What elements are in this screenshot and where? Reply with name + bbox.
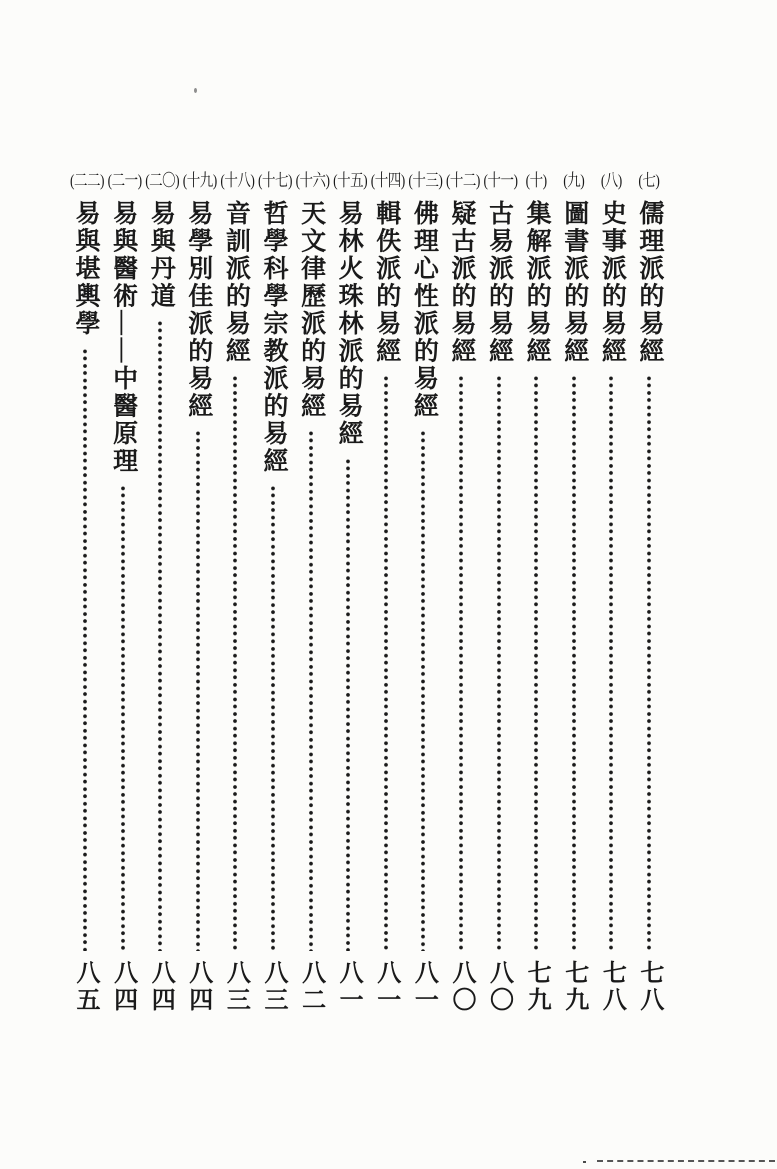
ink-speck-artifact	[194, 88, 197, 93]
toc-item-title: 哲學科學宗教派的易經	[259, 200, 287, 475]
dotted-leader	[383, 376, 389, 951]
toc-item-number: (十一)	[483, 170, 518, 190]
toc-item-title: 疑古派的易經	[447, 200, 475, 365]
dotted-leader	[533, 376, 539, 951]
toc-item-page-number: 八〇	[485, 960, 512, 1014]
toc-item-page-number: 八五	[72, 960, 98, 1014]
toc-item-page-number: 八二	[297, 960, 324, 1014]
toc-item	[370, 168, 405, 1014]
dotted-leader	[308, 431, 314, 951]
toc-item-page-number: 八〇	[447, 960, 474, 1014]
toc-item-number: (九)	[563, 170, 585, 190]
toc-item-page-number: 七九	[560, 960, 587, 1014]
toc-item	[634, 168, 664, 1014]
dotted-leader	[195, 431, 201, 951]
toc-item	[408, 168, 443, 1014]
toc-item-page-number: 七八	[635, 960, 662, 1014]
toc-item-number: (十)	[525, 170, 547, 190]
toc-item-number: (十八)	[220, 170, 255, 190]
toc-item	[521, 168, 551, 1014]
toc-item-page-number: 八一	[410, 960, 437, 1014]
toc-item-number: (十七)	[257, 170, 292, 190]
toc-item-title: 易與丹道	[147, 200, 175, 310]
toc-item	[145, 168, 180, 1014]
toc-item	[220, 168, 255, 1014]
toc-item-title: 易學別佳派的易經	[184, 200, 212, 420]
toc-item-page-number: 八一	[335, 960, 362, 1014]
toc-item	[182, 168, 217, 1014]
toc-item-number: (十三)	[408, 170, 443, 190]
scan-edge-line-artifact	[597, 1160, 775, 1162]
dotted-leader	[646, 376, 652, 951]
toc-item-number: (十二)	[445, 170, 480, 190]
dotted-leader	[232, 376, 238, 951]
toc-item-title: 輯佚派的易經	[372, 200, 400, 365]
toc-item-page-number: 八三	[222, 960, 249, 1014]
toc-item-title: 易林火珠林派的易經	[335, 200, 363, 448]
toc-item-title: 音訓派的易經	[222, 200, 250, 365]
toc-item-title: 史事派的易經	[598, 200, 626, 365]
toc-item-page-number: 八四	[147, 960, 174, 1014]
toc-item	[107, 168, 142, 1014]
toc-item-number: (十六)	[295, 170, 330, 190]
toc-item-title: 儒理派的易經	[635, 200, 663, 365]
toc-item-title: 易與醫術——中醫原理	[109, 200, 137, 475]
dotted-leader	[157, 321, 163, 951]
toc-list	[70, 168, 664, 1014]
toc-item-page-number: 八四	[184, 960, 211, 1014]
toc-item-number: (十四)	[370, 170, 405, 190]
toc-item	[70, 168, 104, 1014]
toc-item-title: 天文律歷派的易經	[297, 200, 325, 420]
toc-item-title: 古易派的易經	[485, 200, 513, 365]
toc-item-number: (七)	[638, 170, 660, 190]
toc-item-title: 佛理心性派的易經	[410, 200, 438, 420]
dotted-leader	[120, 486, 126, 951]
toc-item-page-number: 八三	[259, 960, 286, 1014]
dotted-leader	[82, 349, 88, 952]
toc-item	[559, 168, 589, 1014]
toc-item	[257, 168, 292, 1014]
toc-item-number: (十五)	[333, 170, 368, 190]
toc-item	[596, 168, 626, 1014]
toc-item-number: (二一)	[107, 170, 142, 190]
toc-item	[445, 168, 480, 1014]
toc-item-page-number: 七八	[598, 960, 625, 1014]
toc-item	[333, 168, 368, 1014]
toc-item-number: (二二)	[70, 170, 104, 190]
toc-item-page-number: 八四	[109, 960, 136, 1014]
dotted-leader	[420, 431, 426, 951]
toc-item-title: 圖書派的易經	[560, 200, 588, 365]
toc-item-title: 集解派的易經	[523, 200, 551, 365]
toc-item	[483, 168, 518, 1014]
toc-item-number: (八)	[600, 170, 622, 190]
dotted-leader	[270, 486, 276, 951]
dotted-leader	[571, 376, 577, 951]
scan-edge-dot-artifact	[583, 1161, 586, 1163]
toc-item-page-number: 八一	[372, 960, 399, 1014]
toc-item-number: (二〇)	[145, 170, 180, 190]
toc-item-page-number: 七九	[523, 960, 550, 1014]
toc-item-number: (十九)	[182, 170, 217, 190]
dotted-leader	[496, 376, 502, 951]
toc-item-title: 易與堪輿學	[72, 200, 99, 338]
toc-item	[295, 168, 330, 1014]
dotted-leader	[458, 376, 464, 951]
dotted-leader	[345, 459, 351, 952]
dotted-leader	[608, 376, 614, 951]
